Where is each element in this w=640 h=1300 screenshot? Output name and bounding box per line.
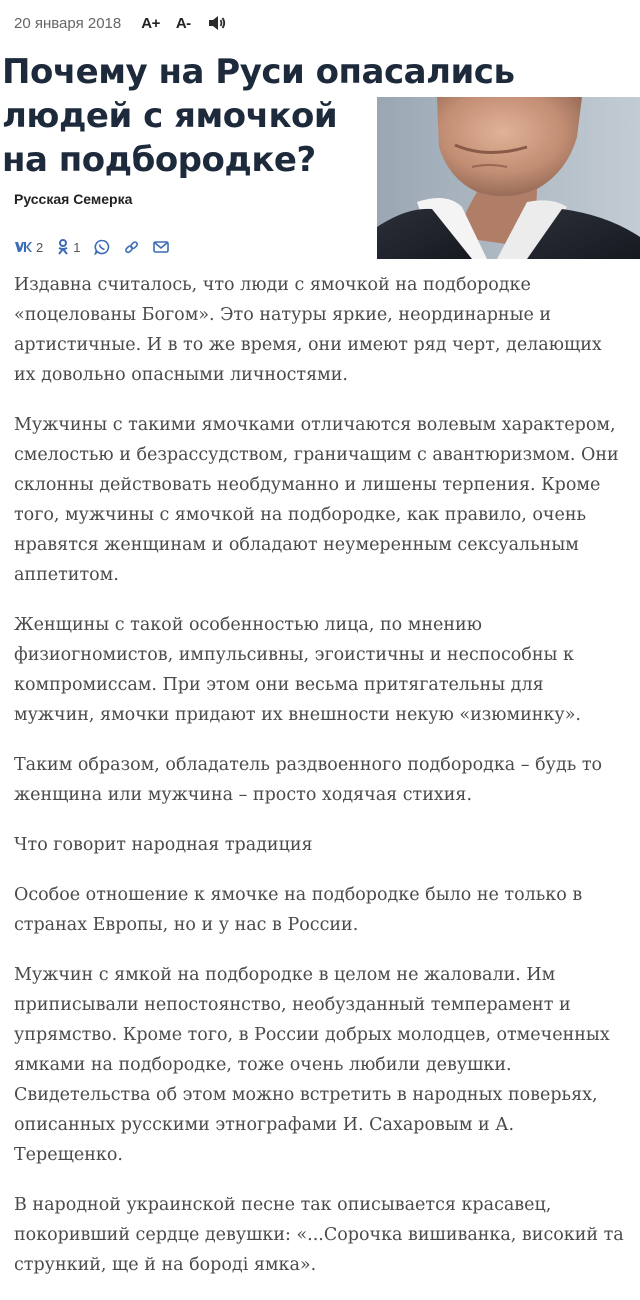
vk-icon xyxy=(14,241,32,253)
share-email-button[interactable] xyxy=(153,241,169,253)
link-icon xyxy=(124,240,139,255)
article-subheading: Что говорит народная традиция xyxy=(14,835,313,855)
article-paragraph: Особое отношение к ямочке на подбородке было не только в странах Европы, но и у нас в России. xyxy=(14,885,583,935)
font-increase-button[interactable]: A+ xyxy=(141,14,160,32)
speaker-icon[interactable] xyxy=(207,13,227,33)
title-line: на подбородке? xyxy=(2,140,316,180)
share-link-button[interactable] xyxy=(124,240,139,255)
share-bar xyxy=(14,236,183,258)
title-line: людей с ямочкой xyxy=(2,96,338,136)
article-title xyxy=(2,50,602,182)
article-paragraph: Издавна считалось, что люди с ямочкой на подбородке «поцелованы Богом». Это натуры яркие, неординарные и артистичные. И в то же время, они имеют ряд черт, делающих их довольно опасными личностями. xyxy=(14,275,602,385)
article-meta-bar xyxy=(14,10,227,36)
font-decrease-button[interactable]: A- xyxy=(175,14,191,32)
ok-count: 1 xyxy=(73,239,81,255)
article-paragraph: Таким образом, обладатель раздвоенного подбородка – будь то женщина или мужчина – просто ходячая стихия. xyxy=(14,755,603,805)
whatsapp-icon xyxy=(94,239,110,255)
share-ok-button[interactable] xyxy=(57,239,80,255)
article-paragraph: Женщины с такой особенностью лица, по мнению физиогномистов, импульсивны, эгоистичны и неспособны к компромиссам. При этом они весьма притягательны для мужчин, ямочки придают их внешности некую «изюминку». xyxy=(14,615,581,725)
article-paragraph: Мужчины с такими ямочками отличаются волевым характером, смелостью и безрассудством, граничащим с авантюризмом. Они склонны действовать необдуманно и лишены терпения. Кроме того, мужчины с ямочкой на подбородке, как правило, очень нравятся женщинам и обладают неумеренным сексуальным аппетитом. xyxy=(14,415,619,585)
publish-date: 20 января 2018 xyxy=(14,14,122,32)
vk-count: 2 xyxy=(36,239,44,255)
odnoklassniki-icon xyxy=(57,239,69,255)
article-body xyxy=(14,270,626,1300)
share-whatsapp-button[interactable] xyxy=(94,239,110,255)
mail-icon xyxy=(153,241,169,253)
title-line: Почему на Руси опасались xyxy=(2,52,515,92)
share-vk-button[interactable] xyxy=(14,240,43,255)
article-paragraph: В народной украинской песне так описывается красавец, покоривший сердце девушки: «...Сорочка вишиванка, високий та стрункий, ще й на бороді ямка». xyxy=(14,1195,624,1275)
article-paragraph: Мужчин с ямкой на подбородке в целом не жаловали. Им приписывали непостоянство, необузданный темперамент и упрямство. Кроме того, в России добрых молодцев, отмеченных ямками на подбородке, тоже очень любили девушки. Свидетельства об этом можно встретить в народных поверьях, описанных русскими этнографами И. Сахаровым и А. Терещенко. xyxy=(14,965,610,1165)
author-link[interactable]: Русская Семерка xyxy=(14,191,133,207)
